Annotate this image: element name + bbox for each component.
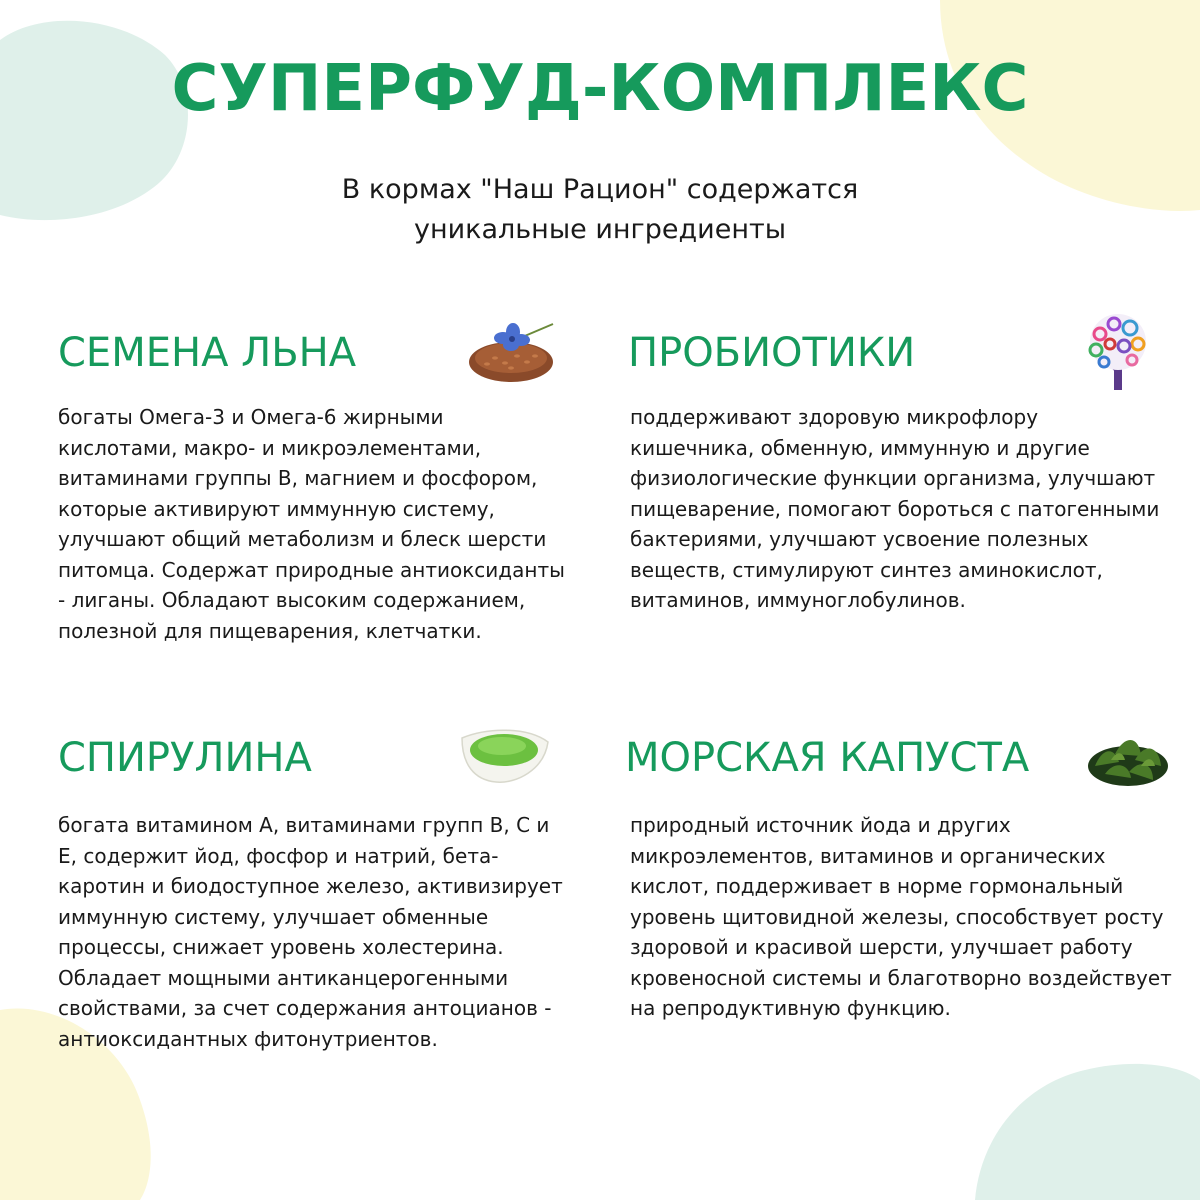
spirulina-powder-icon [456,720,552,788]
page-title: СУПЕРФУД-КОМПЛЕКС [171,52,1029,126]
section-title-spirulina: СПИРУЛИНА [58,735,312,781]
page-subtitle: В кормах "Наш Рацион" содержатся уникальные ингредиенты [341,174,859,245]
gear-tree-icon [1080,312,1156,392]
flax-seeds-icon [465,318,557,386]
section-title-probiotics: ПРОБИОТИКИ [628,330,916,376]
section-text-spirulina: богата витамином А, витаминами групп В, С и Е, содержит йод, фосфор и натрий, бета-каротин и биодоступное железо, активизирует иммунную систему, улучшает обменные процессы, снижает уровень холестерина. Обладает мощными антиканцерогенными свойствами, за счет содержания антоцианов - антиоксидантных фитонутриентов. [58,813,563,1051]
background-blob-bottom-right [975,1040,1200,1200]
section-title-flax: СЕМЕНА ЛЬНА [58,330,357,376]
section-text-seaweed: природный источник йода и других микроэлементов, витаминов и органических кислот, поддерживает в норме гормональный уровень щитовидной железы, способствует росту здоровой и красивой шерсти, улучшает работу кровеносной системы и благотворно воздействует на репродуктивную функцию. [630,813,1172,1020]
section-text-probiotics: поддерживают здоровую микрофлору кишечника, обменную, иммунную и другие физиологические функции организма, улучшают пищеварение, помогают бороться с патогенными бактериями, улучшают усвоение полезных веществ, стимулируют синтез аминокислот, витаминов, иммуноглобулинов. [630,405,1160,612]
seaweed-icon [1085,726,1171,788]
section-title-seaweed: МОРСКАЯ КАПУСТА [625,735,1030,781]
section-text-flax: богаты Омега-3 и Омега-6 жирными кислотами, макро- и микроэлементами, витаминами группы В, магнием и фосфором, которые активируют иммунную систему, улучшают общий метаболизм и блеск шерсти питомца. Содержат природные антиоксиданты - лиганы. Обладают высоким содержанием, полезной для пищеварения, клетчатки. [58,405,565,643]
